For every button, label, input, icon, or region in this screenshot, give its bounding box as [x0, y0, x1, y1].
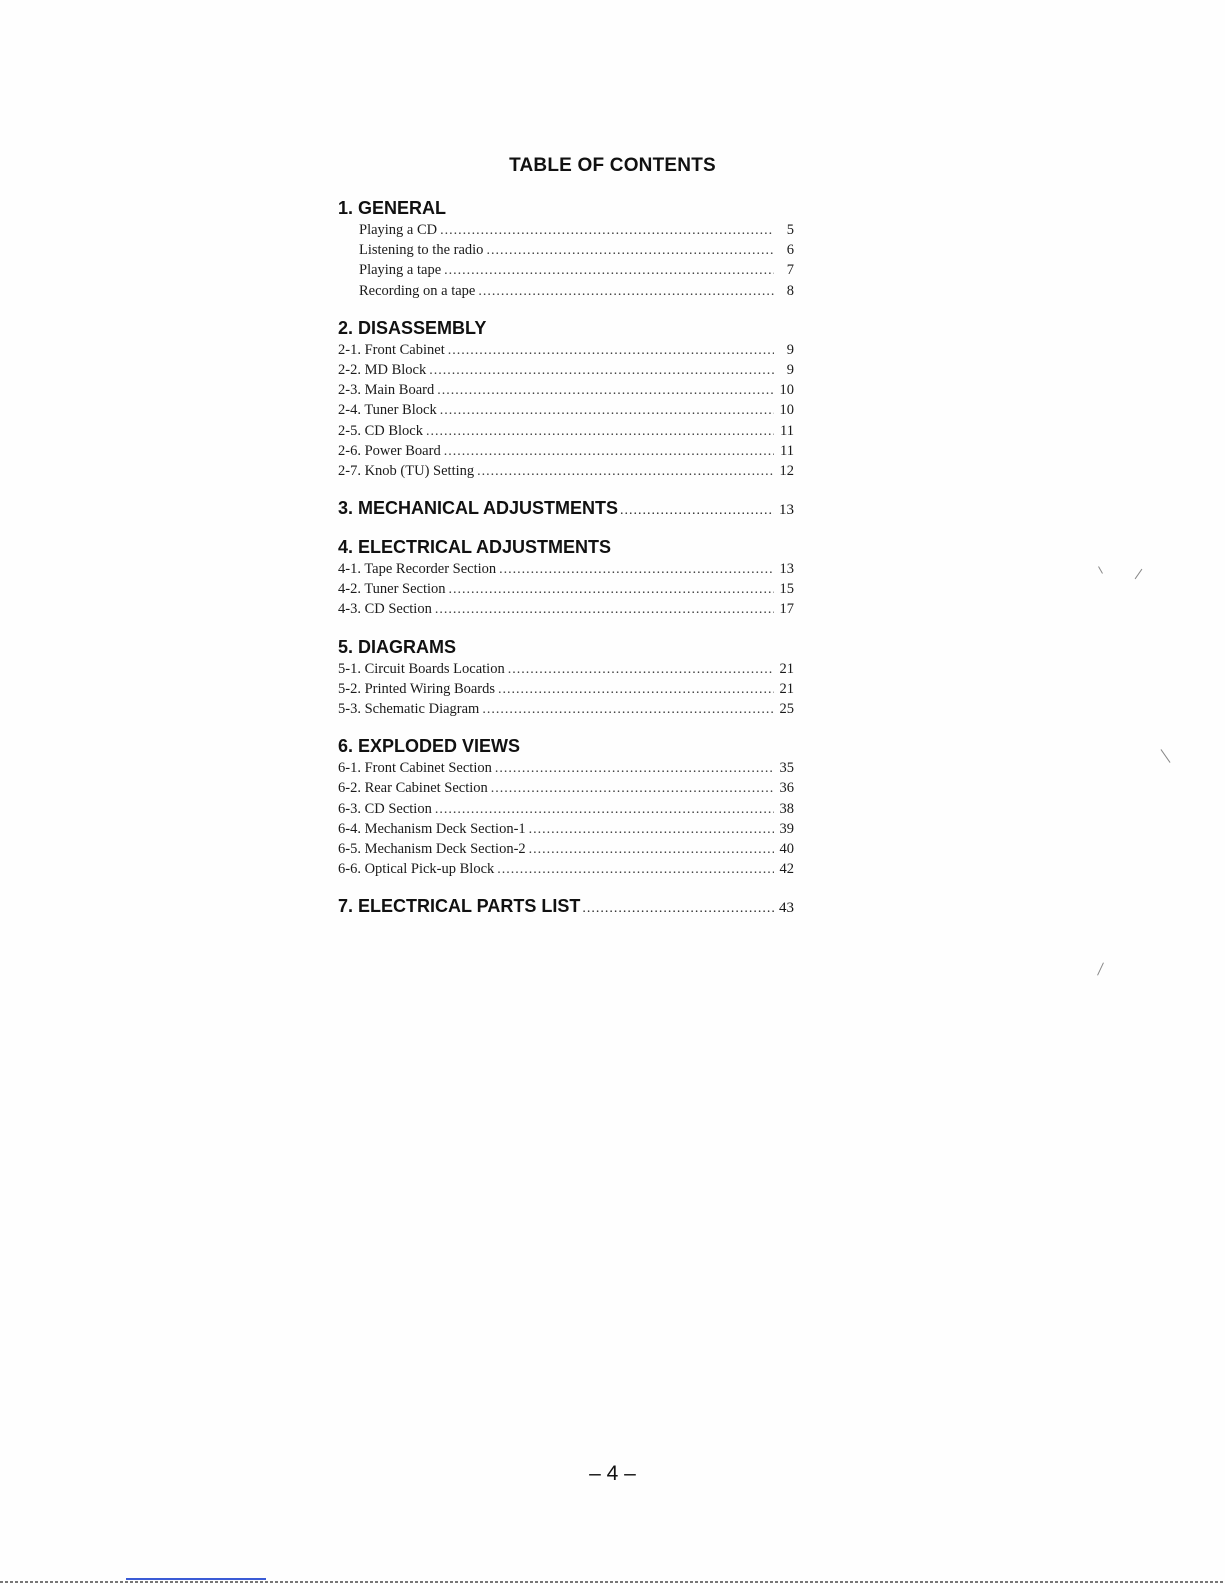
entry-label: 6-1. Front Cabinet Section — [338, 760, 492, 777]
toc-section-exploded-views — [338, 734, 794, 879]
entry-page: 5 — [786, 222, 794, 238]
dot-leader — [497, 860, 774, 880]
toc-section-disassembly — [338, 316, 794, 481]
toc-entry[interactable] — [338, 778, 794, 798]
entry-label: 6-3. CD Section — [338, 800, 432, 817]
entry-label: 4-2. Tuner Section — [338, 581, 446, 598]
dot-leader — [491, 779, 774, 799]
dot-leader — [478, 282, 774, 302]
entry-page: 38 — [779, 800, 794, 817]
entry-label: Recording on a tape — [359, 282, 476, 299]
toc-entry[interactable] — [338, 559, 794, 579]
section-heading: 7. ELECTRICAL PARTS LIST — [338, 896, 581, 917]
entry-page: 40 — [779, 840, 794, 857]
page-bottom-border — [0, 1581, 1225, 1583]
section-heading: 5. DIAGRAMS — [338, 636, 457, 657]
toc-entry[interactable] — [338, 679, 794, 699]
dot-leader — [499, 560, 774, 580]
toc-section-mechanical-adjustments — [338, 496, 794, 520]
scan-speck — [1135, 569, 1143, 579]
toc-entry[interactable] — [338, 699, 794, 719]
entry-page: 13 — [779, 502, 794, 519]
toc-entry[interactable] — [338, 260, 794, 280]
dot-leader — [486, 241, 774, 261]
entry-label: 2-1. Front Cabinet — [338, 341, 445, 358]
entry-page: 43 — [779, 900, 794, 917]
entry-page: 39 — [779, 820, 794, 837]
entry-label: Playing a CD — [359, 222, 438, 238]
entry-page: 21 — [779, 660, 794, 677]
dot-leader — [440, 221, 774, 241]
toc-entry[interactable] — [338, 360, 794, 380]
toc-entry[interactable] — [338, 441, 794, 461]
entry-label: 2-3. Main Board — [338, 382, 435, 399]
entry-label: 6-2. Rear Cabinet Section — [338, 780, 488, 797]
section-heading: 3. MECHANICAL ADJUSTMENTS — [338, 498, 619, 519]
dot-leader — [444, 442, 774, 462]
entry-page: 12 — [779, 462, 794, 479]
entry-page: 21 — [779, 680, 794, 697]
entry-label: 2-2. MD Block — [338, 361, 427, 378]
entry-label: 2-4. Tuner Block — [338, 402, 437, 419]
entry-page: 7 — [786, 262, 794, 279]
entry-label: 2-6. Power Board — [338, 442, 441, 459]
entry-label: 5-1. Circuit Boards Location — [338, 660, 505, 677]
entry-page: 6 — [786, 242, 794, 259]
scan-speck — [1097, 962, 1104, 975]
toc-entry[interactable] — [338, 380, 794, 400]
dot-leader — [495, 759, 774, 779]
entry-label: Playing a tape — [359, 262, 442, 279]
scan-speck — [1098, 566, 1103, 573]
toc-entry[interactable] — [338, 859, 794, 879]
dot-leader — [449, 580, 774, 600]
dot-leader — [582, 897, 774, 921]
dot-leader — [435, 600, 774, 620]
page-title: TABLE OF CONTENTS — [509, 155, 716, 176]
toc-entry[interactable] — [338, 400, 794, 420]
entry-label: Listening to the radio — [359, 242, 484, 259]
toc-entry[interactable] — [338, 839, 794, 859]
dot-leader — [437, 381, 774, 401]
section-heading: 6. EXPLODED VIEWS — [338, 736, 521, 757]
entry-page: 11 — [780, 442, 794, 459]
toc-entry[interactable] — [338, 461, 794, 481]
entry-label: 2-5. CD Block — [338, 422, 423, 439]
entry-label: 4-1. Tape Recorder Section — [338, 561, 497, 578]
toc-entry[interactable] — [338, 579, 794, 599]
dot-leader — [429, 361, 774, 381]
entry-page: 13 — [779, 561, 794, 578]
table-of-contents — [338, 196, 794, 933]
dot-leader — [620, 499, 774, 523]
dot-leader — [529, 840, 774, 860]
dot-leader — [482, 700, 774, 720]
entry-page: 8 — [786, 282, 794, 299]
toc-entry[interactable] — [338, 758, 794, 778]
dot-leader — [440, 401, 774, 421]
scan-speck — [1161, 749, 1171, 763]
dot-leader — [448, 341, 774, 361]
entry-page: 9 — [786, 361, 794, 378]
page-edge-mark — [126, 1578, 266, 1580]
entry-label: 2-7. Knob (TU) Setting — [338, 462, 475, 479]
dot-leader — [477, 462, 774, 482]
section-heading: 1. GENERAL — [338, 198, 447, 218]
section-heading-entry[interactable] — [338, 496, 794, 520]
section-heading: 4. ELECTRICAL ADJUSTMENTS — [338, 537, 612, 558]
section-heading: 2. DISASSEMBLY — [338, 317, 487, 338]
toc-entry[interactable] — [338, 220, 794, 240]
toc-section-electrical-adjustments — [338, 535, 794, 620]
toc-entry[interactable] — [338, 819, 794, 839]
section-heading-entry[interactable] — [338, 894, 794, 918]
entry-page: 17 — [779, 601, 794, 618]
dot-leader — [508, 660, 774, 680]
entry-label: 5-2. Printed Wiring Boards — [338, 680, 496, 697]
toc-entry[interactable] — [338, 421, 794, 441]
entry-page: 35 — [779, 760, 794, 777]
toc-entry[interactable] — [338, 599, 794, 619]
dot-leader — [529, 820, 774, 840]
toc-section-diagrams — [338, 635, 794, 720]
entry-label: 6-4. Mechanism Deck Section-1 — [338, 820, 526, 837]
entry-page: 10 — [779, 382, 794, 399]
entry-label: 4-3. CD Section — [338, 601, 432, 618]
dot-leader — [426, 422, 774, 442]
entry-label: 6-6. Optical Pick-up Block — [338, 861, 495, 878]
dot-leader — [498, 680, 774, 700]
toc-entry[interactable] — [338, 340, 794, 360]
entry-page: 25 — [779, 701, 794, 717]
entry-page: 36 — [779, 780, 794, 797]
entry-page: 11 — [780, 422, 794, 439]
dot-leader — [435, 800, 774, 820]
page-number: – 4 – — [589, 1462, 636, 1485]
entry-label: 5-3. Schematic Diagram — [338, 701, 480, 717]
toc-section-electrical-parts-list — [338, 894, 794, 918]
entry-label: 6-5. Mechanism Deck Section-2 — [338, 840, 526, 857]
entry-page: 42 — [779, 861, 794, 878]
toc-entry[interactable] — [338, 240, 794, 260]
entry-page: 9 — [786, 341, 794, 358]
dot-leader — [444, 261, 774, 281]
entry-page: 10 — [779, 402, 794, 419]
toc-entry[interactable] — [338, 659, 794, 679]
entry-page: 15 — [779, 581, 794, 598]
toc-entry[interactable] — [338, 281, 794, 301]
toc-section-general — [338, 196, 794, 301]
toc-entry[interactable] — [338, 799, 794, 819]
